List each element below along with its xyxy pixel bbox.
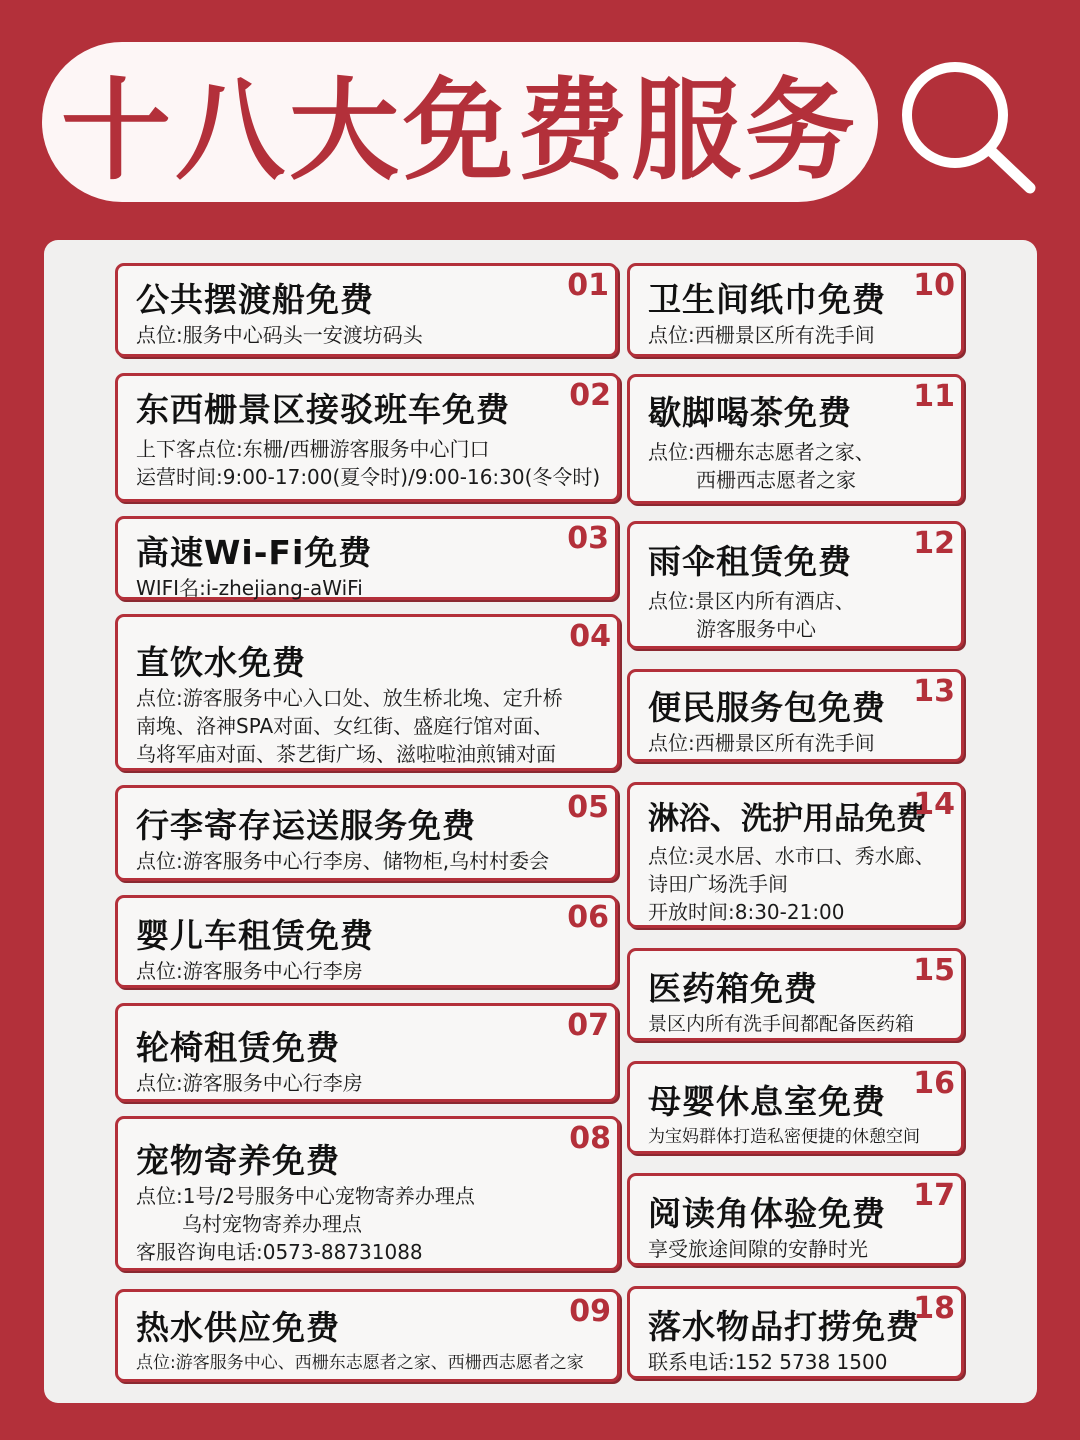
service-number: 07 <box>567 1008 609 1043</box>
service-card-16 <box>627 1061 964 1154</box>
service-card-01 <box>115 263 618 357</box>
service-number: 13 <box>913 674 955 709</box>
service-detail: 点位:西栅景区所有洗手间 <box>648 731 875 755</box>
service-detail: 客服咨询电话:0573-88731088 <box>136 1240 423 1264</box>
service-detail: 点位:1号/2号服务中心宠物寄养办理点 <box>136 1184 475 1208</box>
service-card-05 <box>115 785 618 881</box>
service-card-17 <box>627 1173 964 1266</box>
service-detail: 游客服务中心 <box>696 617 816 641</box>
service-title: 热水供应免费 <box>136 1308 340 1347</box>
service-card-14 <box>627 782 964 928</box>
service-card-10 <box>627 263 964 357</box>
service-detail: 乌将军庙对面、茶艺街广场、滋啦啦油煎铺对面 <box>136 742 556 766</box>
service-card-09 <box>115 1289 620 1382</box>
service-title: 卫生间纸巾免费 <box>648 280 886 319</box>
service-detail: 南堍、洛神SPA对面、女红街、盛庭行馆对面、 <box>136 714 554 738</box>
service-detail: 点位:西栅景区所有洗手间 <box>648 323 875 347</box>
service-card-03 <box>115 516 618 600</box>
service-number: 17 <box>913 1178 955 1213</box>
service-detail: 西栅西志愿者之家 <box>696 468 856 492</box>
service-card-18 <box>627 1286 964 1379</box>
service-number: 16 <box>913 1066 955 1101</box>
service-number: 12 <box>913 526 955 561</box>
service-number: 14 <box>913 787 955 822</box>
service-title: 医药箱免费 <box>648 969 818 1008</box>
service-detail: 点位:游客服务中心行李房、储物柜,乌村村委会 <box>136 849 550 873</box>
service-detail: 上下客点位:东栅/西栅游客服务中心门口 <box>136 437 490 461</box>
service-number: 08 <box>569 1121 611 1156</box>
service-card-06 <box>115 895 618 988</box>
service-title: 歇脚喝茶免费 <box>648 393 852 432</box>
service-number: 10 <box>913 268 955 303</box>
service-number: 06 <box>567 900 609 935</box>
service-title: 婴儿车租赁免费 <box>136 916 374 955</box>
service-number: 15 <box>913 953 955 988</box>
service-detail: 运营时间:9:00-17:00(夏令时)/9:00-16:30(冬令时) <box>136 465 601 489</box>
service-card-08 <box>115 1116 620 1271</box>
service-card-02 <box>115 373 620 502</box>
service-detail: 点位:灵水居、水市口、秀水廊、 <box>648 844 935 868</box>
service-detail: 乌村宠物寄养办理点 <box>182 1212 362 1236</box>
service-detail: 点位:景区内所有酒店、 <box>648 589 855 613</box>
service-title: 母婴休息室免费 <box>648 1082 886 1121</box>
title-banner <box>42 42 878 202</box>
service-card-12 <box>627 521 964 649</box>
service-detail: 诗田广场洗手间 <box>648 872 788 896</box>
service-detail: 为宝妈群体打造私密便捷的休憩空间 <box>648 1127 920 1147</box>
service-title: 宠物寄养免费 <box>136 1141 340 1180</box>
service-detail: 景区内所有洗手间都配备医药箱 <box>648 1013 915 1035</box>
service-title: 直饮水免费 <box>136 643 306 682</box>
page-title: 十八大免费服务 <box>61 67 859 195</box>
service-number: 18 <box>913 1291 955 1326</box>
service-title: 便民服务包免费 <box>648 688 886 727</box>
service-title: 行李寄存运送服务免费 <box>136 806 476 845</box>
service-number: 05 <box>567 790 609 825</box>
service-title: 雨伞租赁免费 <box>648 542 852 581</box>
service-detail: 点位:游客服务中心、西栅东志愿者之家、西栅西志愿者之家 <box>136 1353 584 1373</box>
service-detail: 联系电话:152 5738 1500 <box>648 1350 888 1374</box>
service-card-15 <box>627 948 964 1041</box>
service-card-07 <box>115 1003 618 1102</box>
service-title: 轮椅租赁免费 <box>136 1028 340 1067</box>
service-detail: 点位:游客服务中心行李房 <box>136 1071 363 1095</box>
service-detail: 点位:游客服务中心入口处、放生桥北堍、定升桥 <box>136 686 563 710</box>
service-detail: 点位:西栅东志愿者之家、 <box>648 440 875 464</box>
service-number: 01 <box>567 268 609 303</box>
service-title: 阅读角体验免费 <box>648 1194 886 1233</box>
service-number: 03 <box>567 521 609 556</box>
service-detail: 点位:服务中心码头一安渡坊码头 <box>136 323 423 347</box>
service-number: 02 <box>569 378 611 413</box>
service-title: 淋浴、洗护用品免费 <box>648 801 927 837</box>
service-number: 09 <box>569 1294 611 1329</box>
service-title: 落水物品打捞免费 <box>648 1307 920 1346</box>
service-title: 公共摆渡船免费 <box>136 280 374 319</box>
search-icon[interactable] <box>895 55 1040 200</box>
service-detail: WIFI名:i-zhejiang-aWiFi <box>136 576 363 600</box>
service-title: 高速Wi-Fi免费 <box>136 533 373 572</box>
service-title: 东西栅景区接驳班车免费 <box>136 390 510 429</box>
service-detail: 享受旅途间隙的安静时光 <box>648 1237 868 1261</box>
service-detail: 点位:游客服务中心行李房 <box>136 959 363 983</box>
service-card-11 <box>627 374 964 504</box>
service-detail: 开放时间:8:30-21:00 <box>648 900 845 924</box>
service-number: 04 <box>569 619 611 654</box>
service-card-04 <box>115 614 620 771</box>
service-card-13 <box>627 669 964 762</box>
service-number: 11 <box>913 379 955 414</box>
